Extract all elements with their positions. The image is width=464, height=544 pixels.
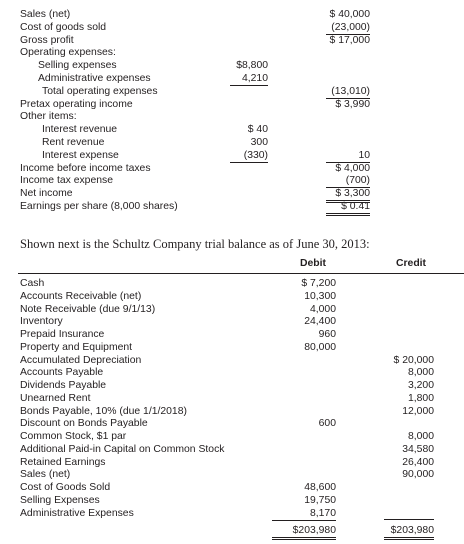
- income-row-label: Income before income taxes: [20, 162, 151, 174]
- trial-balance-debit: 960: [318, 329, 336, 340]
- trial-balance-account: Accounts Receivable (net): [20, 290, 142, 302]
- income-row-amount: 10: [326, 150, 370, 163]
- income-row-amount: (13,010): [326, 86, 370, 99]
- income-row-subtotal: (330): [230, 150, 268, 163]
- trial-balance-debit: 80,000: [304, 341, 336, 353]
- trial-balance-account: Selling Expenses: [20, 494, 100, 506]
- trial-balance-credit: 90,000: [402, 469, 434, 481]
- trial-balance-account: Unearned Rent: [20, 392, 91, 404]
- credit-header: Credit: [396, 258, 427, 269]
- income-row-label: Income tax expense: [20, 175, 113, 187]
- trial-balance-account: Inventory: [20, 316, 63, 328]
- trial-balance-debit: 4,000: [309, 303, 336, 315]
- trial-balance-credit: 12,000: [402, 405, 434, 417]
- income-row-label: Operating expenses:: [20, 47, 116, 59]
- income-row-label: Cost of goods sold: [20, 21, 107, 33]
- total-debit: $203,980: [272, 525, 336, 540]
- trial-balance-account: Bonds Payable, 10% (due 1/1/2018): [20, 405, 187, 417]
- income-row-label: Sales (net): [20, 9, 71, 20]
- trial-balance-account: Cost of Goods Sold: [20, 482, 111, 493]
- income-row-amount: $ 40,000: [329, 9, 370, 20]
- trial-balance-credit: $ 20,000: [393, 354, 434, 366]
- income-row-label: Rent revenue: [42, 137, 105, 148]
- income-row-subtotal: 4,210: [230, 73, 268, 86]
- trial-balance-debit: 48,600: [304, 482, 336, 493]
- trial-balance-account: Accounts Payable: [20, 367, 104, 379]
- trial-balance-credit: 8,000: [407, 367, 434, 379]
- trial-balance-credit: 3,200: [407, 380, 434, 391]
- trial-balance-account: Administrative Expenses: [20, 507, 134, 519]
- trial-balance-account: Common Stock, $1 par: [20, 431, 127, 442]
- trial-balance-intro: Shown next is the Schultz Company trial balance as of June 30, 2013:: [20, 237, 370, 251]
- trial-balance-account: Cash: [20, 278, 45, 289]
- trial-balance-debit: 600: [318, 418, 336, 430]
- income-row-amount: $ 3,300: [326, 188, 370, 203]
- debit-header: Debit: [300, 258, 326, 269]
- trial-balance-account: Prepaid Insurance: [20, 329, 105, 340]
- trial-balance-credit: 26,400: [402, 456, 434, 468]
- income-row-subtotal: $ 40: [247, 124, 268, 136]
- income-row-amount: $ 0.41: [326, 201, 370, 216]
- income-row-label: Selling expenses: [38, 60, 117, 72]
- income-row-amount: $ 4,000: [335, 162, 370, 174]
- trial-balance-account: Retained Earnings: [20, 456, 106, 468]
- income-row-label: Net income: [20, 188, 73, 200]
- income-row-amount: $ 17,000: [329, 34, 370, 46]
- trial-balance-debit: 10,300: [304, 290, 336, 302]
- income-row-label: Interest revenue: [42, 124, 118, 136]
- trial-balance-account: Accumulated Depreciation: [20, 354, 142, 366]
- trial-balance-account: Sales (net): [20, 469, 71, 481]
- trial-balance-account: Additional Paid-in Capital on Common Stock: [20, 443, 225, 455]
- income-row-subtotal: $8,800: [236, 60, 268, 72]
- income-row-label: Administrative expenses: [38, 73, 151, 84]
- trial-balance-debit: 8,170: [272, 508, 336, 521]
- trial-balance-account: Dividends Payable: [20, 380, 107, 391]
- income-row-label: Earnings per share (8,000 shares): [20, 201, 178, 212]
- total-credit: $203,980: [384, 525, 434, 540]
- trial-balance-account: Discount on Bonds Payable: [20, 418, 148, 430]
- trial-balance-credit: 8,000: [407, 431, 434, 442]
- trial-balance-account: Property and Equipment: [20, 341, 133, 353]
- income-row-label: Total operating expenses: [42, 85, 158, 97]
- income-row-amount: (700): [326, 175, 370, 188]
- trial-balance-debit: 24,400: [304, 316, 336, 328]
- income-row-amount: $ 3,990: [335, 98, 370, 110]
- income-row-label: Gross profit: [20, 34, 74, 46]
- trial-balance-account: Note Receivable (due 9/1/13): [20, 303, 156, 315]
- income-row-label: Other items:: [20, 111, 77, 123]
- income-row-label: Pretax operating income: [20, 98, 133, 110]
- trial-balance-credit: 1,800: [407, 392, 434, 404]
- income-row-subtotal: 300: [250, 137, 268, 148]
- header-rule: [18, 273, 464, 274]
- trial-balance-debit: $ 7,200: [301, 278, 336, 289]
- trial-balance-debit: 19,750: [304, 494, 336, 506]
- income-row-amount: (23,000): [326, 22, 370, 35]
- credit-total-rule: [384, 519, 434, 520]
- income-row-label: Interest expense: [42, 149, 119, 161]
- trial-balance-credit: 34,580: [402, 443, 434, 455]
